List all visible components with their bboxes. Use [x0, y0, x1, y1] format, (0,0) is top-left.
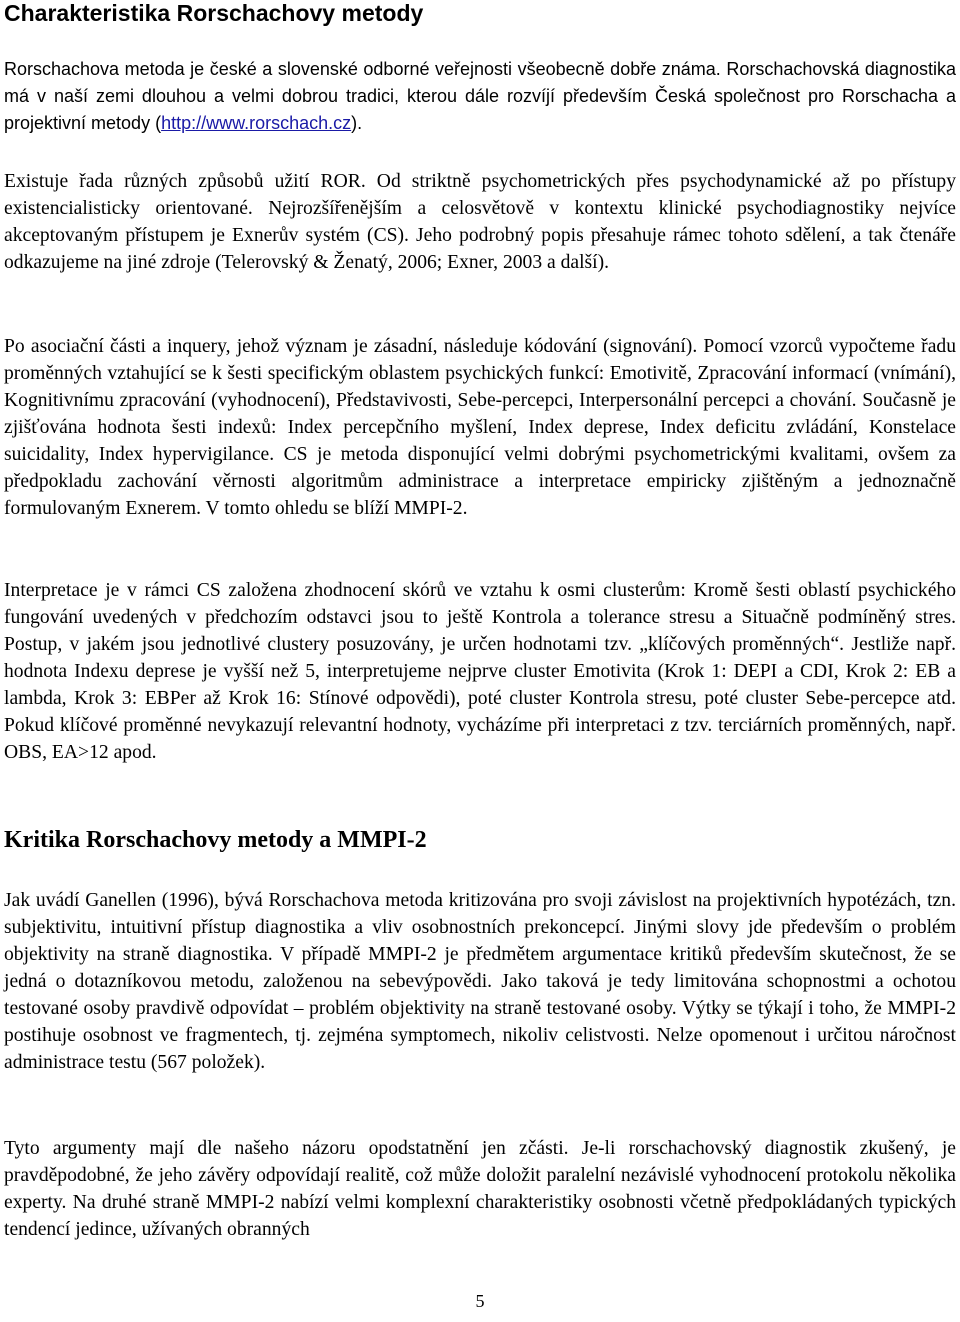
section-heading-characteristics: Charakteristika Rorschachovy metody	[4, 0, 424, 26]
paragraph-arguments: Tyto argumenty mají dle našeho názoru opodstatnění jen zčásti. Je-li rorschachovský diagnostik zkušený, je pravděpodobné, že jeho závěry odpovídají realitě, což může doložit paralelní nezávislé vyhodnocení protokolu několika experty. Na druhé straně MMPI-2 nabízí velmi komplexní charakteristiky osobnosti včetně předpokládaných typických tendencí jedince, užívaných obranných	[4, 1138, 956, 1240]
paragraph-intro	[4, 56, 956, 137]
paragraph-intro-text: Rorschachova metoda je české a slovenské odborné veřejnosti všeobecně dobře známa. Rorschachovská diagnostika má v naší zemi dlouhou a velmi dobrou tradici, kterou dále rozvíjí především Česká společnost pro Rorschacha a projektivní metody (	[4, 59, 956, 133]
paragraph-intro-end: ).	[351, 113, 363, 133]
page-number: 5	[475, 1291, 485, 1311]
paragraph-coding: Po asociační části a inquery, jehož význam je zásadní, následuje kódování (signování). Pomocí vzorců vypočteme řadu proměnných vztahující se k šesti specifickým oblastem psychických funkcí: Emotivitě, Zpracování informací (vnímání), Kognitivnímu zpracování (vyhodnocení), Představivosti, Sebe-percepci, Interpersonální percepci a chování. Současně je zjišťována hodnota šesti indexů: Index percepčního myšlení, Index deprese, Index deficitu zvládání, Konstelace suicidality, Index hypervigilance. CS je metoda disponující velmi dobrými psychometrickými kvalitami, ovšem za předpokladu zachování věrnosti algoritmům administrace a interpretace empiricky zjištěným a jednoznačně formulovaným Exnerem. V tomto ohledu se blíží MMPI-2.	[4, 336, 956, 519]
section-heading-criticism: Kritika Rorschachovy metody a MMPI-2	[4, 827, 427, 853]
paragraph-criticism: Jak uvádí Ganellen (1996), bývá Rorschachova metoda kritizována pro svoji závislost na projektivních hypotézách, tzn. subjektivitu, intuitivní přístup diagnostika a vliv osobnostních prekoncepcí. Jinými slovy jde především o problém objektivity na straně diagnostika. V případě MMPI-2 je předmětem argumentace kritiků především skutečnost, že se jedná o dotazníkovou metodu, založenou na sebevýpovědi. Jako taková je tedy limitována schopnostmi a ochotou testované osoby pravdivě odpovídat – problém objektivity na straně testované osoby. Výtky se týkají i toho, že MMPI-2 postihuje osobnost ve fragmentech, tj. zejména symptomech, nikoliv celistvosti. Nelze opomenout i určitou náročnost administrace testu (567 položek).	[4, 890, 956, 1073]
paragraph-interpretation: Interpretace je v rámci CS založena zhodnocení skórů ve vztahu k osmi clusterům: Kromě šesti oblastí psychického fungování uvedených v předchozím odstavci jsou to ještě Kontrola a tolerance stresu a Situačně podmíněný stres. Postup, v jakém jsou jednotlivé clustery posuzovány, je určen hodnotami tzv. „klíčových proměnných“. Jestliže např. hodnota Indexu deprese je vyšší než 5, interpretujeme nejprve cluster Emotivita (Krok 1: DEPI a CDI, Krok 2: EB a lambda, Krok 3: EBPer až Krok 16: Stínové odpovědi), poté cluster Kontrola stresu, poté cluster Sebe-percepce atd. Pokud klíčové proměnné nevykazují relevantní hodnoty, vycházíme při interpretaci z tzv. terciárních proměnných, např. OBS, EA>12 apod.	[4, 580, 956, 763]
rorschach-website-link[interactable]: http://www.rorschach.cz	[161, 113, 352, 133]
paragraph-usage: Existuje řada různých způsobů užití ROR. Od striktně psychometrických přes psychodynamické až po přístupy existencialisticky orientované. Nejrozšířenějším a celosvětově v kontextu klinické psychodiagnostiky nejvíce akceptovaným přístupem je Exnerův systém (CS). Jeho podrobný popis přesahuje rámec tohoto sdělení, a tak čtenáře odkazujeme na jiné zdroje (Telerovský & Ženatý, 2006; Exner, 2003 a další).	[4, 171, 956, 273]
